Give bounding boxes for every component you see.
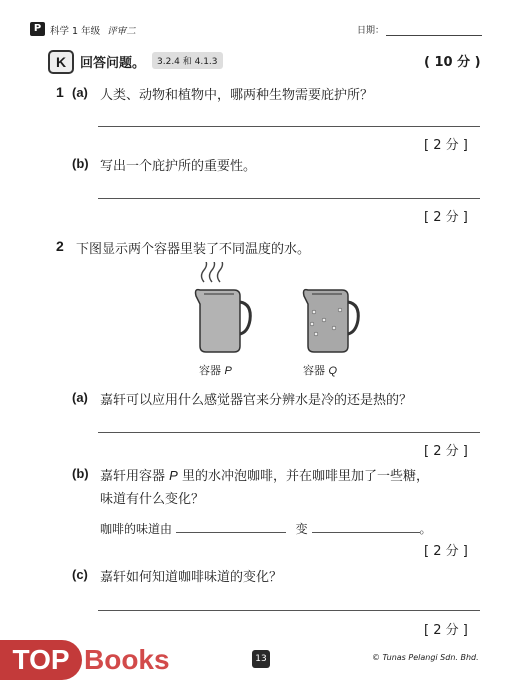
steam-icon xyxy=(210,262,215,282)
q2b-blank-to[interactable] xyxy=(312,532,420,533)
container-p-label xyxy=(199,362,232,378)
watermark-top: TOP xyxy=(0,640,82,680)
droplet-icon xyxy=(332,326,336,330)
q2b-letter: P xyxy=(169,468,178,483)
question-1-number: 1 xyxy=(56,84,64,100)
steam-icon xyxy=(202,262,207,282)
jug-p-body xyxy=(196,290,241,352)
section-title: 回答问题。 xyxy=(80,56,146,71)
q1b-answer-line[interactable] xyxy=(98,198,480,199)
q2c-text: 嘉轩如何知道咖啡味道的变化？ xyxy=(100,570,283,585)
q2b-fill-row xyxy=(100,520,432,537)
q1b-text: 写出一个庇护所的重要性。 xyxy=(100,159,257,174)
q1a-marks: [ 2 分 ] xyxy=(424,138,468,153)
watermark-books: Books xyxy=(84,644,170,675)
q2c-label: (c) xyxy=(72,567,88,582)
container-q-label xyxy=(303,362,337,378)
publisher-logo: P xyxy=(30,22,45,36)
date-line xyxy=(386,35,482,36)
droplet-icon xyxy=(314,332,318,336)
q2b-pre: 嘉轩用容器 xyxy=(100,469,170,484)
section-letter-box: K xyxy=(48,50,74,74)
q2c-answer-line[interactable] xyxy=(98,610,480,611)
droplet-icon xyxy=(310,322,314,326)
q2b-post: 里的水冲泡咖啡，并在咖啡里加了一些糖， xyxy=(177,469,429,484)
q2b-fill-end: 。 xyxy=(419,522,432,536)
section-codes-badge: 3.2.4 和 4.1.3 xyxy=(152,52,223,69)
copyright: © Tunas Pelangi Sdn. Bhd. xyxy=(372,653,479,662)
q1a-answer-line[interactable] xyxy=(98,126,480,127)
q2b-fill-mid: 变 xyxy=(295,522,308,536)
q2b-text-line1 xyxy=(100,465,429,484)
q2a-answer-line[interactable] xyxy=(98,432,480,433)
container-q-illustration xyxy=(294,262,362,362)
q2-intro: 下图显示两个容器里装了不同温度的水。 xyxy=(76,242,311,257)
q2b-fill-pre: 咖啡的味道由 xyxy=(100,522,173,536)
q2c-marks: [ 2 分 ] xyxy=(424,623,468,638)
q2a-label: (a) xyxy=(72,390,88,405)
subject-text: 科学 1 年级 xyxy=(50,26,101,37)
q2b-blank-from[interactable] xyxy=(176,532,286,533)
q2b-text-line2: 味道有什么变化？ xyxy=(100,492,205,507)
date-label: 日期： xyxy=(357,26,385,36)
total-marks: ( 10 分 ) xyxy=(424,55,481,70)
container-p-prefix: 容器 xyxy=(199,364,225,377)
q2b-marks: [ 2 分 ] xyxy=(424,544,468,559)
steam-icon xyxy=(218,262,223,282)
q2a-marks: [ 2 分 ] xyxy=(424,444,468,459)
jug-p-handle xyxy=(240,302,250,334)
container-p-illustration xyxy=(186,262,254,362)
q2a-text: 嘉轩可以应用什么感觉器官来分辨水是冷的还是热的？ xyxy=(100,393,413,408)
droplet-icon xyxy=(338,308,342,312)
page-number: 13 xyxy=(252,650,270,668)
droplet-icon xyxy=(322,318,326,322)
container-q-prefix: 容器 xyxy=(303,364,329,377)
question-2-number: 2 xyxy=(56,238,64,254)
container-p-letter: P xyxy=(224,365,232,377)
q1b-marks: [ 2 分 ] xyxy=(424,210,468,225)
topbooks-watermark xyxy=(0,640,180,688)
jug-q-handle xyxy=(348,302,358,334)
q1a-label: (a) xyxy=(72,85,88,100)
header-subject xyxy=(50,23,136,37)
unit-text: 评审二 xyxy=(107,26,136,37)
q1b-label: (b) xyxy=(72,156,89,171)
q1a-text: 人类、动物和植物中，哪两种生物需要庇护所？ xyxy=(100,88,374,103)
droplet-icon xyxy=(312,310,316,314)
container-q-letter: Q xyxy=(328,365,338,377)
q2b-label: (b) xyxy=(72,466,89,481)
